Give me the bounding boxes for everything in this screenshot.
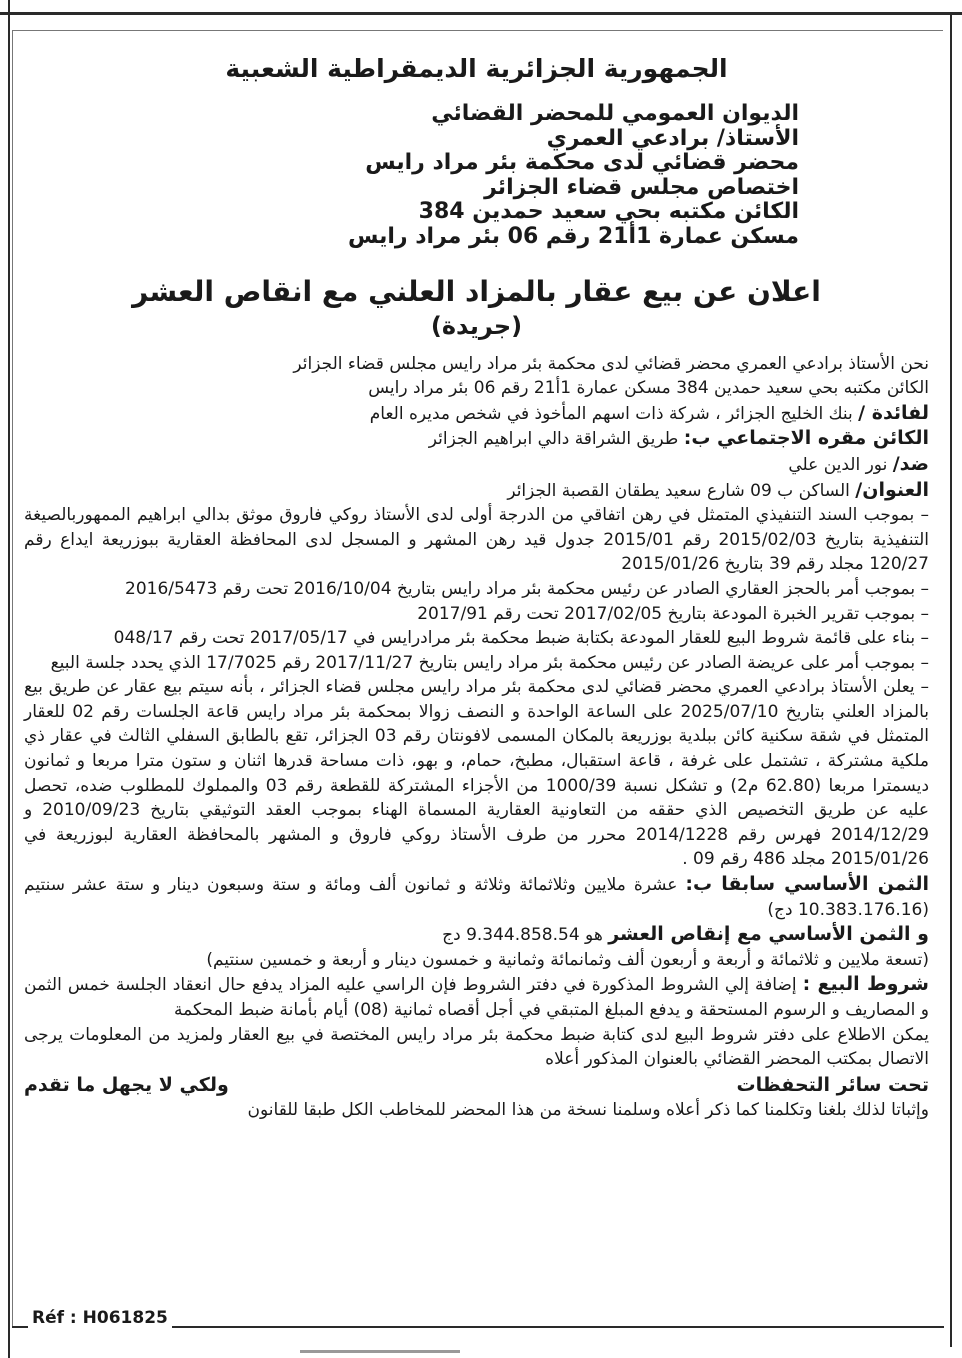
reservations-text: تحت سائر التحفظات [736, 1073, 929, 1096]
outer-frame-left [8, 0, 10, 1358]
sale-terms-line [24, 972, 929, 1022]
beneficiary-line [24, 401, 929, 427]
conditions-paragraph: – بناء على قائمة شروط البيع للعقار المودعة بكتابة ضبط محكمة بئر مرادرايس في 2017/05/17 تحت رقم 048/17 [113, 628, 929, 649]
against-label: ضد/ [892, 452, 929, 475]
address-text: الساكن ب 09 شارع سعيد يطقان القصبة الجزائر [507, 480, 856, 501]
reduced-price-line [24, 922, 929, 948]
address-line [24, 478, 929, 504]
bailiff-name: الأستاذ/ برادعي العمري [546, 125, 799, 151]
beneficiary-label: لفائدة / [858, 401, 929, 424]
outer-frame-top [0, 12, 962, 15]
expertise-paragraph: – بموجب تقرير الخبرة المودعة بتاريخ 2017/02/05 تحت رقم 2017/91 [417, 603, 929, 624]
court-line: محضر قضائي لدى محكمة بئر مراد رايس [365, 150, 799, 176]
sale-terms-label: شروط البيع : [802, 973, 929, 996]
inner-frame-top [13, 30, 943, 31]
intro-line-1: نحن الأستاذ برادعي العمري محضر قضائي لدى محكمة بئر مراد رايس مجلس قضاء الجزائر [293, 353, 929, 374]
notice-body [24, 352, 929, 1123]
base-price-text: عشرة ملايين وثلاثمائة وثلاثة و ثمانون ألف ومائة و ستة وسبعون دينار و ستة عشر سنتيم (10.383.176.16 دج) [24, 875, 929, 920]
closing-phrase: ولكي لا يجهل ما تقدم [24, 1073, 229, 1096]
outer-frame-right [950, 12, 952, 1347]
office-line: الديوان العمومي للمحضر القضائي [431, 101, 799, 126]
address-label: العنوان/ [855, 478, 929, 501]
sale-terms-text: إضافة إلي الشروط المذكورة في دفتر الشروط فإن الراسي عليه المزاد يدفع حال انعقاد الجلسة خمس الثمن و المصاريف و الرسوم المستحقة و يدفع المبلغ المتبقي في أجل أقصاه ثمانية (08) أيام بأمانة ضبط المحكمة [24, 975, 929, 1020]
base-price-label: الثمن الأساسي سابقا ب: [685, 873, 929, 896]
consultation-paragraph: يمكن الاطلاع على دفتر شروط البيع لدى كتابة ضبط محكمة بئر مراد رايس المختصة في بيع العقار ولمزيد من المعلومات يرجى الاتصال بمكتب المحضر القضائي بالعنوان المذكور أعلاه [24, 1024, 929, 1070]
beneficiary-text: بنك الخليج الجزائر ، شركة ذات اسهم المأخوذ في شخص مديره العام [369, 403, 859, 424]
executory-title-paragraph: – بموجب السند التنفيذي المتمثل في رهن اتفاقي من الدرجة أولى لدى الأستاذ روكي فاروق موثق بدالي ابراهيم الممهوربالصيغة التنفيذية بتاريخ 2015/02/03 رقم 2015/01 جدول قيد رهن المشهر و المسجل لدى المحافظة العقارية ببوزريعة ايداع رقم 120/27 مجلد رقم 39 بتاريخ 2015/01/26 [24, 505, 930, 575]
final-statement: وإثباتا لذلك بلغنا وتكلمنا كما ذكر أعلاه وسلمنا نسخة من هذا المحضر للمخاطب الكل طبقا للقانون [247, 1099, 929, 1120]
jurisdiction-line: اختصاص مجلس قضاء الجزائر [484, 174, 799, 200]
closing-row [24, 1072, 929, 1098]
headquarters-text: طريق الشراقة دالي ابراهيم الجزائر [428, 429, 684, 450]
office-address-line: الكائن مكتبه بحي سعيد حمدين 384 [418, 199, 799, 225]
against-line [24, 452, 929, 478]
intro-line-2: الكائن مكتبه بحي سعيد حمدين 384 مسكن عمارة 1أ21 رقم 06 بئر مراد رايس [368, 378, 929, 399]
inner-frame-left [12, 30, 13, 1326]
bottom-scrap-line [300, 1350, 460, 1353]
announcement-paragraph: – يعلن الأستاذ برادعي العمري محضر قضائي لدى محكمة بئر مراد رايس مجلس قضاء الجزائر ، بأنه سيتم بيع عقار عن طريق بيع بالمزاد العلني بتاريخ 2025/07/10 على الساعة الواحدة و النصف زوالا بمحكمة بئر مراد رايس قاعة الجلسات رقم 02 للعقار المتمثل في شقة سكنية كائن ببلدية بوزريعة بالمكان المسمى لافونتان رقم 03 الجزائر، تقع بالطابق السفلي الثالث في عقار ذي ملكية مشتركة ، تشتمل على غرفة ، قاعة استقبال، مطبخ، حمام، و بهو، ذات مساحة قدرها اثنان و ستون مترا مربعا و ثمانون ديسمترا مربعا (62.80 م2) و تشكل نسبة 1000/39 من الأجزاء المشتركة للقطعة رقم 03 والمملوك للمطلوب ضده، تحصل عليه عن طريق التخصيص الذي حققه من التعاونية العقارية المسماة الهناء بموجب العقد التوثيقي بتاريخ 2010/09/23 و 2014/12/29 فهرس رقم 2014/1228 محرر من طرف الأستاذ روكي فاروق و المشهر بالمحافظة العقارية لبوزريعة في 2015/01/26 مجلد 486 رقم 09 . [24, 677, 930, 870]
base-price-line [24, 872, 929, 922]
headquarters-label: الكائن مقره الاجتماعي ب: [683, 427, 929, 450]
headquarters-line [24, 426, 929, 452]
notice-content [24, 52, 929, 1122]
seizure-paragraph: – بموجب أمر بالحجز العقاري الصادر عن رئيس محكمة بئر مراد رايس بتاريخ 2016/10/04 تحت رقم 2016/5473 [125, 578, 929, 599]
reference-number: Réf : H061825 [28, 1308, 172, 1328]
republic-heading: الجمهورية الجزائرية الديمقراطية الشعبية [225, 54, 728, 83]
reduced-price-label: و الثمن الأساسي مع إنقاص العشر [608, 923, 929, 946]
order-paragraph: – بموجب أمر على عريضة الصادر عن رئيس محكمة بئر مراد رايس بتاريخ 2017/11/27 رقم 17/7025 الذي يحدد جلسة البيع [50, 652, 929, 673]
reduced-price-text: هو 9.344.858.54 دج [442, 925, 603, 946]
reduced-price-words: (تسعة ملايين و ثلاثمائة و أربعة و أربعون ألف وثمانمائة وثمانية و خمسون دينار و أربعة و خمسين سنتيم) [206, 949, 929, 970]
notice-title: اعلان عن بيع عقار بالمزاد العلني مع انقاص العشر [132, 274, 821, 308]
office-building-line: مسكن عمارة 1أ21 رقم 06 بئر مراد رايس [348, 223, 799, 249]
against-text: نور الدين علي [788, 454, 893, 475]
bailiff-header [24, 102, 929, 250]
notice-subtitle: (جريدة) [430, 311, 523, 340]
